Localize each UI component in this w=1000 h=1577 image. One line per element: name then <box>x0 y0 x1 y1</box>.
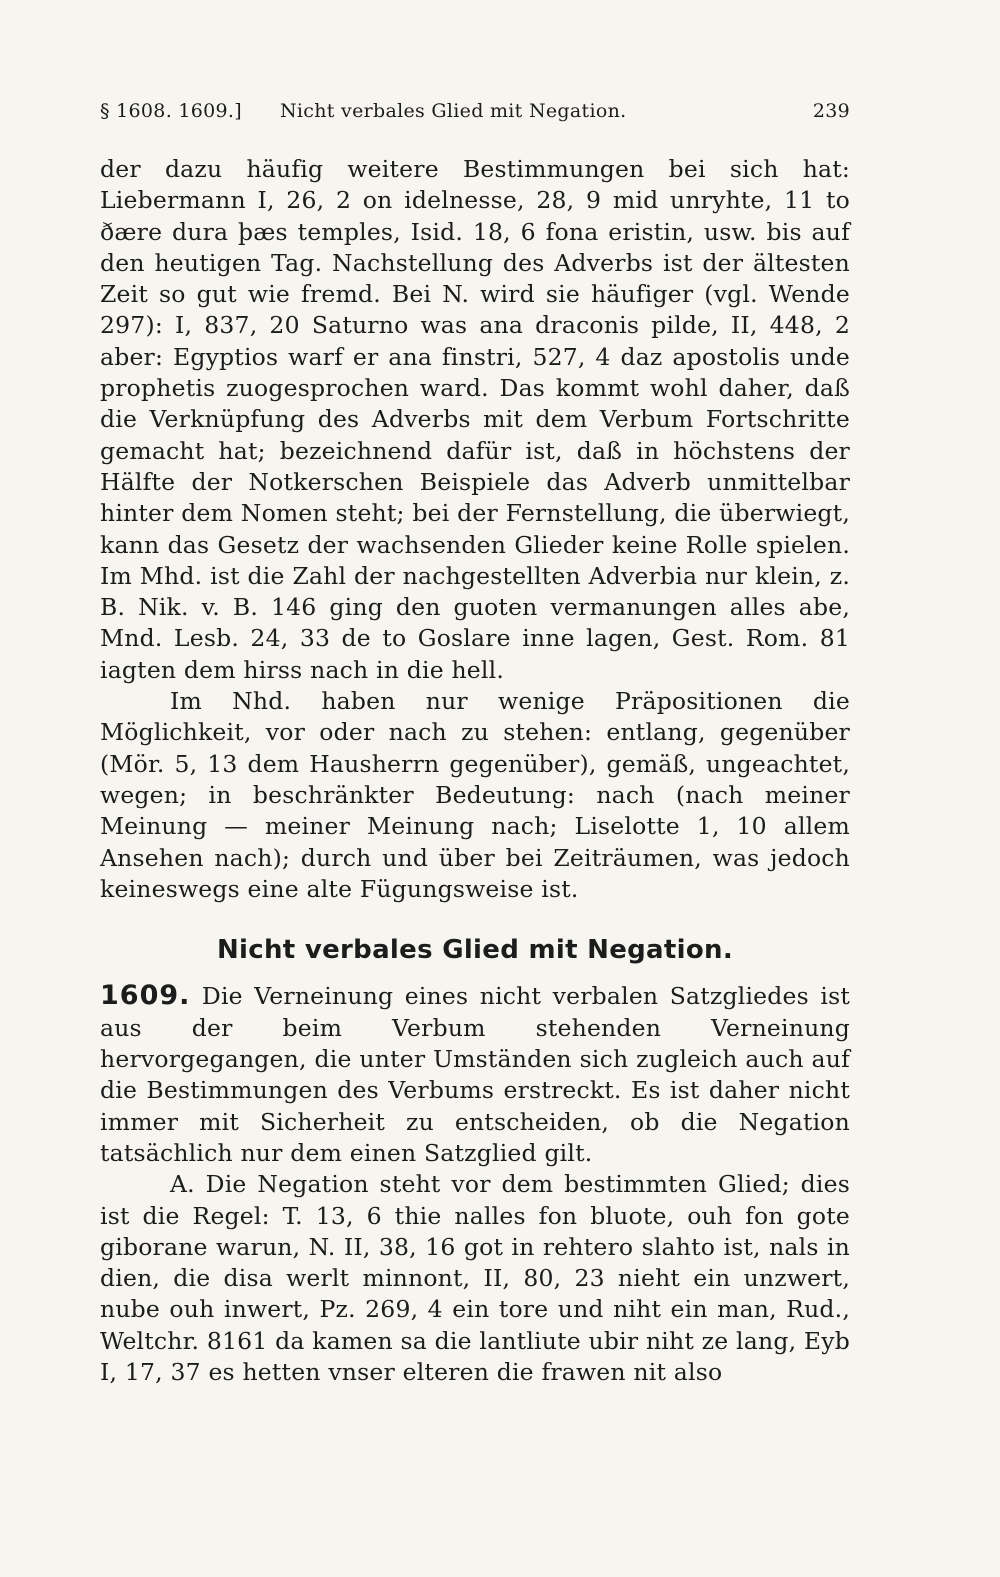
page-body <box>100 154 850 1388</box>
section-reference: § 1608. 1609.] <box>100 100 242 122</box>
paragraph-continuation: der dazu häufig weitere Bestimmungen bei sich hat: Liebermann I, 26, 2 on idelnesse, 28, 9 mid unryhte, 11 to ðære dura þæs temples, Isid. 18, 6 fona eristin, usw. bis auf den heutigen Tag. Nachstellung des Adverbs ist der ältesten Zeit so gut wie fremd. Bei N. wird sie häufiger (vgl. Wende 297): I, 837, 20 Saturno was ana draconis pilde, II, 448, 2 aber: Egyptios warf er ana finstri, 527, 4 daz apostolis unde prophetis zuogesprochen ward. Das kommt wohl daher, daß die Verknüpfung des Adverbs mit dem Verbum Fortschritte gemacht hat; bezeichnend dafür ist, daß in höchstens der Hälfte der Notkerschen Beispiele das Adverb unmittelbar hinter dem Nomen steht; bei der Fernstellung, die überwiegt, kann das Gesetz der wachsenden Glieder keine Rolle spielen. Im Mhd. ist die Zahl der nachgestellten Adverbia nur klein, z. B. Nik. v. B. 146 ging den guoten vermanungen alles abe, Mnd. Lesb. 24, 33 de to Goslare inne lagen, Gest. Rom. 81 iagten dem hirss nach in die hell. <box>100 155 850 684</box>
paragraph-a: A. Die Negation steht vor dem bestimmten Glied; dies ist die Regel: T. 13, 6 thie nalles fon bluote, ouh fon gote giborane warun, N. II, 38, 16 got in rehtero slahto ist, nals in dien, die disa werlt minnont, II, 80, 23 nieht ein unzwert, nube ouh inwert, Pz. 269, 4 ein tore und niht ein man, Rud., Weltchr. 8161 da kamen sa die lantliute ubir niht ze lang, Eyb I, 17, 37 es hetten vnser elteren die frawen nit also <box>100 1170 850 1386</box>
paragraph-1609 <box>100 980 850 1169</box>
paragraph-1609-text: Die Verneinung eines nicht verbalen Satzgliedes ist aus der beim Verbum stehenden Verneinung hervorgegangen, die unter Umständen sich zugleich auch auf die Bestimmungen des Verbums erstreckt. Es ist daher nicht immer mit Sicherheit zu entscheiden, ob die Negation tatsächlich nur dem einen Satzglied gilt. <box>100 982 850 1167</box>
section-heading: Nicht verbales Glied mit Negation. <box>217 935 733 966</box>
paragraph-nhd: Im Nhd. haben nur wenige Präpositionen die Möglichkeit, vor oder nach zu stehen: entlang, gegenüber (Mör. 5, 13 dem Hausherrn gegenüber), gemäß, ungeachtet, wegen; in beschränkter Bedeutung: nach (nach meiner Meinung — meiner Meinung nach; Liselotte 1, 10 allem Ansehen nach); durch und über bei Zeiträumen, was jedoch keineswegs eine alte Fügungsweise ist. <box>100 687 850 903</box>
page-number: 239 <box>812 100 850 122</box>
section-number: 1609. <box>100 980 191 1012</box>
running-title: Nicht verbales Glied mit Negation. <box>280 100 627 122</box>
